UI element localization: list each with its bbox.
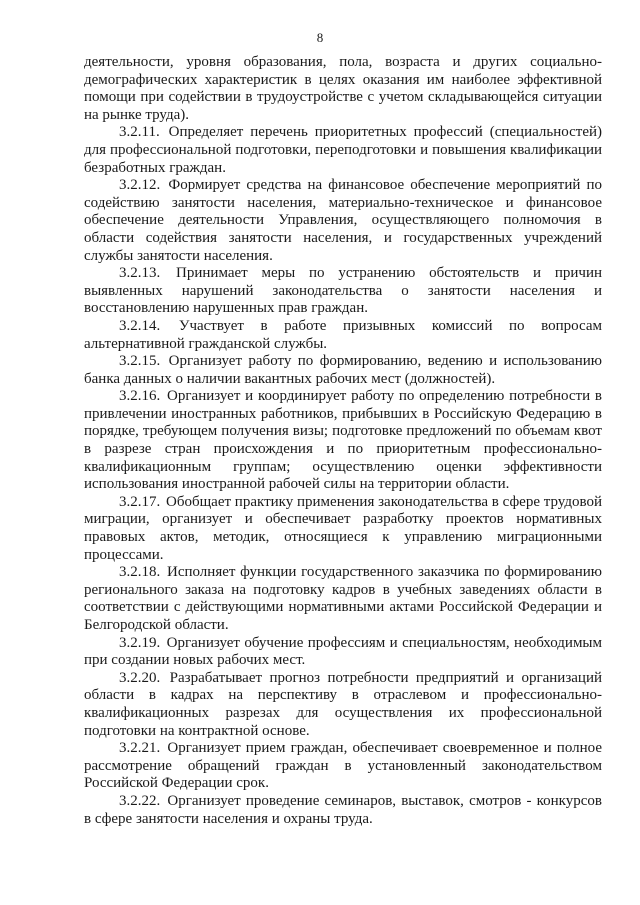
paragraph-text: Участвует в работе призывных комиссий по вопросам альтернативной гражданской службы. [84, 317, 602, 352]
paragraph-text: Организует и координирует работу по определению потребности в привлечении иностранных работников, прибывших в Российскую Федерацию в порядке, требующем получения визы; подготовке предложений по объемам квот в разрезе стран происхождения и по приоритетным профессионально-квалификационным группам; осуществлению оценки эффективности использования иностранной рабочей силы на территории области. [84, 388, 603, 493]
clause-number: 3.2.14. [119, 317, 161, 334]
paragraph-3-2-19 [84, 635, 602, 670]
clause-number: 3.2.18. [119, 564, 161, 581]
paragraph-text: Формирует средства на финансовое обеспечение мероприятий по содействию занятости населения, материально-техническое и финансовое обеспечение деятельности Управления, осуществляющего полномочия в области содействия занятости населения, и государственных учреждений службы занятости населения. [84, 177, 603, 264]
clause-number: 3.2.11. [119, 124, 160, 141]
clause-number: 3.2.12. [119, 177, 161, 194]
paragraph-text: Организует обучение профессиям и специальностям, необходимым при создании новых рабочих мест. [84, 634, 603, 669]
clause-number: 3.2.16. [119, 388, 161, 405]
paragraph-text: Принимает меры по устранению обстоятельств и причин выявленных нарушений законодательства о занятости населения и восстановлению нарушенных прав граждан. [84, 265, 602, 317]
paragraph-text: Организует проведение семинаров, выставок, смотров - конкурсов в сфере занятости населения и охраны труда. [84, 792, 603, 827]
paragraph-3-2-13 [84, 265, 602, 318]
document-body [84, 54, 602, 828]
paragraph-3-2-14 [84, 318, 602, 353]
clause-number: 3.2.22. [119, 792, 161, 809]
clause-number: 3.2.15. [119, 353, 161, 370]
clause-number: 3.2.20. [119, 669, 161, 686]
paragraph-text: Организует работу по формированию, ведению и использованию банка данных о наличии вакантных рабочих мест (должностей). [84, 353, 603, 387]
paragraph-text: Определяет перечень приоритетных профессий (специальностей) для профессиональной подготовки, переподготовки и повышения квалификации безработных граждан. [84, 124, 603, 176]
clause-number: 3.2.21. [119, 740, 161, 757]
paragraph-text: Исполняет функции государственного заказчика по формированию регионального заказа на подготовку кадров в учебных заведениях области в соответствии с действующими нормативными актами Российской Федерации и Белгородской области. [84, 564, 603, 633]
paragraph-3-2-21 [84, 740, 602, 793]
paragraph-3-2-12 [84, 177, 602, 265]
paragraph-text: Обобщает практику применения законодательства в сфере трудовой миграции, организует и обеспечивает разработку проектов нормативных правовых актов, методик, относящиеся к управлению миграционными процессами. [84, 493, 602, 563]
paragraph-3-2-11 [84, 124, 602, 177]
paragraph-3-2-22 [84, 793, 602, 828]
paragraph-3-2-15 [84, 353, 602, 388]
paragraph-continuation [84, 54, 602, 124]
clause-number: 3.2.17. [119, 493, 161, 510]
paragraph-text: Разрабатывает прогноз потребности предприятий и организаций области в кадрах на перспективу в отраслевом и профессионально-квалификационных разрезах для осуществления их профессиональной подготовки на контрактной основе. [84, 669, 602, 739]
paragraph-3-2-17 [84, 494, 602, 564]
paragraph-3-2-20 [84, 670, 602, 740]
paragraph-text: деятельности, уровня образования, пола, возраста и других социально-демографических характеристик в целях оказания им наиболее эффективной помощи при содействии в трудоустройстве с учетом складывающейся ситуации на рынке труда). [84, 54, 602, 123]
paragraph-text: Организует прием граждан, обеспечивает своевременное и полное рассмотрение обращений граждан в установленный законодательством Российской Федерации срок. [84, 740, 602, 792]
clause-number: 3.2.19. [119, 634, 161, 651]
paragraph-3-2-16 [84, 388, 602, 494]
paragraph-3-2-18 [84, 564, 602, 634]
clause-number: 3.2.13. [119, 265, 161, 282]
page-number: 8 [316, 30, 324, 45]
